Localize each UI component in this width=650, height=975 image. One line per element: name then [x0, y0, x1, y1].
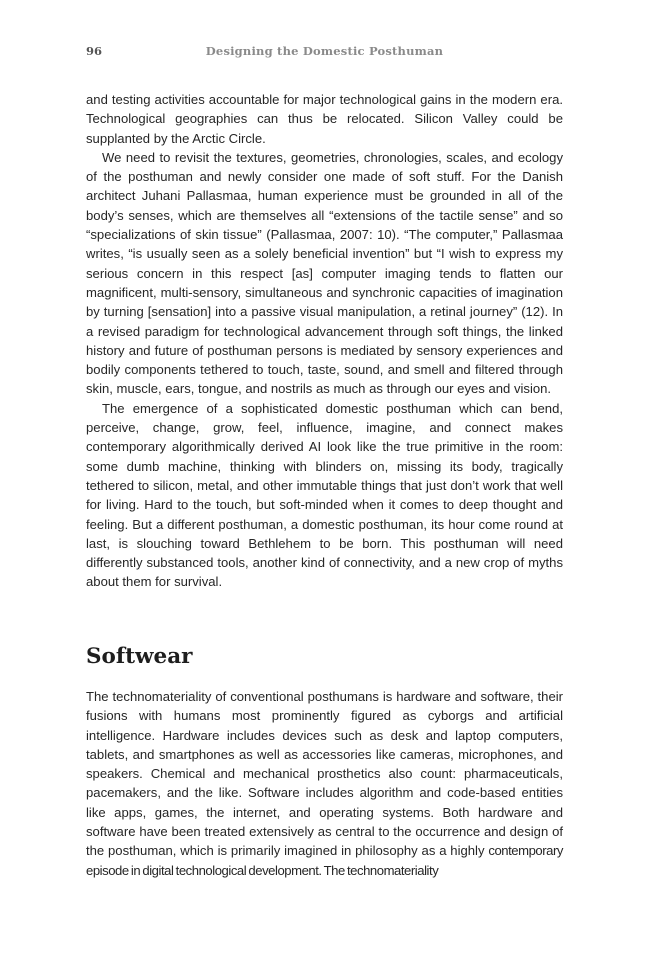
paragraph-last-line: contemporary episode in digital technological development. The technomateriality	[86, 843, 563, 878]
paragraph	[86, 687, 563, 880]
running-head	[86, 44, 563, 60]
paragraph: and testing activities accountable for major technological gains in the modern era. Technological geographies can thus be relocated. Silicon Valley could be supplanted by the Arctic Circle.	[86, 92, 563, 146]
paragraph: We need to revisit the textures, geometries, chronologies, scales, and ecology of the posthuman and newly consider one made of soft stuff. For the Danish architect Juhani Pallasmaa, human experience must be grounded in all of the body’s senses, which are themselves all “extensions of the tactile sense” and so “specializations of skin tissue” (Pallasmaa, 2007: 10). “The computer,” Pallasmaa writes, “is usually seen as a solely beneficial invention” but “I wish to express my serious concern in this respect [as] computer imaging tends to flatten our magnificent, multi-sensory, simultaneous and synchronic capacities of imagination by turning [sensation] into a passive visual manipulation, a retinal journey” (12). In a revised paradigm for technological advancement through soft things, the linked history and future of posthuman persons is mediated by sensory experiences and bodily components tethered to touch, taste, sound, and smell and filtered through skin, muscle, ears, tongue, and nostrils as much as through our eyes and vision.	[86, 149, 563, 397]
running-title: Designing the Domestic Posthuman	[205, 44, 444, 58]
section-text	[86, 687, 563, 880]
section-heading: Softwear	[86, 644, 193, 669]
body-text	[86, 90, 563, 592]
paragraph-text: The technomateriality of conventional posthumans is hardware and software, their fusions with humans most prominently figured as cyborgs and artificial intelligence. Hardware includes devices such as desk and laptop computers, tablets, and smartphones as well as accessories like cameras, microphones, and speakers. Chemical and mechanical prosthetics also count: pharmaceuticals, pacemakers, and the like. Software includes algorithm and code-based entities like apps, games, the internet, and operating systems. Both hardware and software have been treated extensively as central to the occurrence and design of the posthuman, which is primarily imagined in philosophy as a highly	[86, 689, 563, 859]
paragraph: The emergence of a sophisticated domestic posthuman which can bend, perceive, change, grow, feel, influence, imagine, and connect makes contemporary algorithmically derived AI look like the true primitive in the room: some dumb machine, thinking with blinders on, missing its body, tragically tethered to silicon, metal, and other immutable things that just don’t work that well for living. Hard to the touch, but soft-minded when it comes to deep thought and feeling. But a different posthuman, a domestic posthuman, its hour come round at last, is slouching toward Bethlehem to be born. This posthuman will need differently substanced tools, another kind of connectivity, and a new crop of myths about them for survival.	[86, 400, 563, 590]
page-number: 96	[86, 44, 103, 58]
